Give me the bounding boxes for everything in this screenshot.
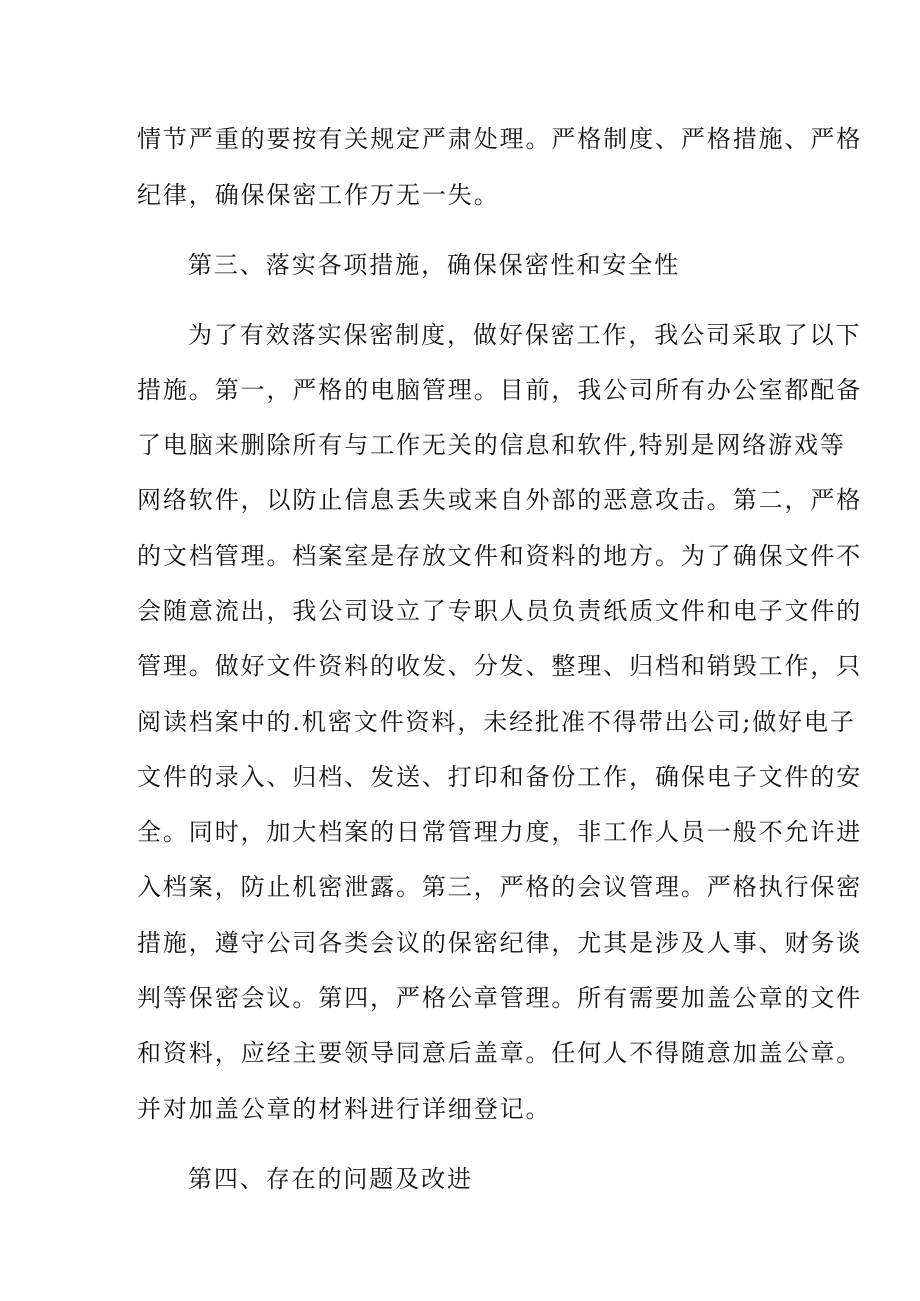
paragraph-line: 并对加盖公章的材料进行详细登记。	[137, 1095, 552, 1123]
paragraph-line: 会随意流出，我公司设立了专职人员负责纸质文件和电子文件的	[137, 597, 863, 625]
paragraph-line: 文件的录入、归档、发送、打印和备份工作，确保电子文件的安	[137, 763, 863, 791]
paragraph-line: 措施，遵守公司各类会议的保密纪律，尤其是涉及人事、财务谈	[137, 929, 863, 957]
section-heading-3: 第三、落实各项措施，确保保密性和安全性	[188, 251, 681, 279]
paragraph-line: 的文档管理。档案室是存放文件和资料的地方。为了确保文件不	[137, 542, 863, 570]
paragraph-line: 阅读档案中的.机密文件资料，未经批准不得带出公司;做好电子	[137, 708, 856, 736]
paragraph-line: 和资料，应经主要领导同意后盖章。任何人不得随意加盖公章。	[137, 1039, 863, 1067]
section-heading-4: 第四、存在的问题及改进	[188, 1165, 473, 1193]
paragraph-line: 为了有效落实保密制度，做好保密工作，我公司采取了以下	[188, 321, 862, 349]
paragraph-line: 纪律，确保保密工作万无一失。	[137, 181, 500, 209]
paragraph-line: 入档案，防止机密泄露。第三，严格的会议管理。严格执行保密	[137, 873, 863, 901]
paragraph-line: 措施。第一，严格的电脑管理。目前，我公司所有办公室都配备	[137, 376, 863, 404]
paragraph-line: 判等保密会议。第四，严格公章管理。所有需要加盖公章的文件	[137, 984, 863, 1012]
paragraph-line: 情节严重的要按有关规定严肃处理。严格制度、严格措施、严格	[137, 125, 863, 153]
paragraph-line: 管理。做好文件资料的收发、分发、整理、归档和销毁工作，只	[137, 652, 863, 680]
paragraph-line: 全。同时，加大档案的日常管理力度，非工作人员一般不允许进	[137, 818, 863, 846]
paragraph-line: 网络软件，以防止信息丢失或来自外部的恶意攻击。第二，严格	[137, 486, 863, 514]
paragraph-line: 了电脑来删除所有与工作无关的信息和软件,特别是网络游戏等	[137, 431, 846, 459]
